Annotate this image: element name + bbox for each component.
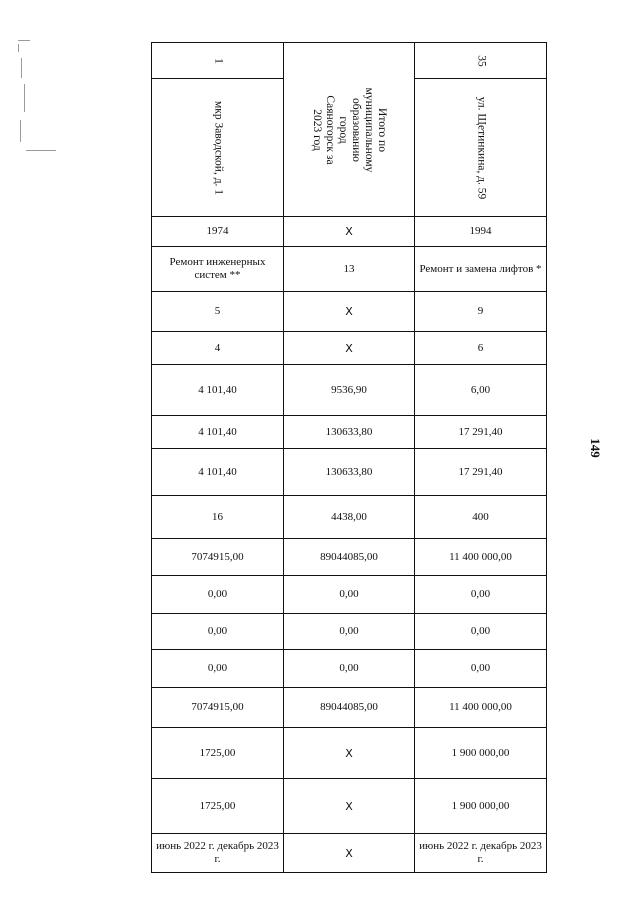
table-cell: 4 — [152, 332, 284, 365]
table-cell: 7074915,00 — [152, 539, 284, 576]
table-row — [152, 614, 547, 650]
table-row — [152, 688, 547, 728]
table-cell: 89044085,00 — [284, 688, 415, 728]
header-row-numbers — [152, 43, 547, 79]
table-cell: 13 — [284, 247, 415, 292]
page-number: 149 — [588, 438, 603, 458]
table-cell: X — [284, 217, 415, 247]
table-cell: X — [284, 292, 415, 332]
table-cell: 0,00 — [152, 650, 284, 688]
total-header: Итого по муниципальному образованию город Саяногорск за 2023 год — [311, 87, 388, 172]
table-cell: 0,00 — [415, 576, 547, 614]
table-cell: 9 — [415, 292, 547, 332]
table-cell: 89044085,00 — [284, 539, 415, 576]
table-row — [152, 496, 547, 539]
table-cell: X — [284, 779, 415, 834]
table-cell: 4438,00 — [284, 496, 415, 539]
table-cell: 17 291,40 — [415, 449, 547, 496]
table-cell: 0,00 — [284, 650, 415, 688]
table-cell: 6,00 — [415, 365, 547, 416]
margin-scan-mark — [18, 40, 58, 155]
table-cell: 0,00 — [284, 614, 415, 650]
table-row — [152, 539, 547, 576]
table-cell: 400 — [415, 496, 547, 539]
table-cell: 0,00 — [415, 650, 547, 688]
table-row — [152, 449, 547, 496]
table-row — [152, 217, 547, 247]
table-cell: 1 900 000,00 — [415, 779, 547, 834]
table-row — [152, 332, 547, 365]
table-cell: 0,00 — [415, 614, 547, 650]
total-header-cell — [284, 43, 415, 217]
column-number-cell — [152, 43, 284, 79]
table-cell: 1994 — [415, 217, 547, 247]
document-table — [151, 42, 547, 873]
table-cell: 130633,80 — [284, 416, 415, 449]
address-text: мкр Заводской, д. 1 — [212, 100, 224, 195]
table-cell: 130633,80 — [284, 449, 415, 496]
table-cell: 16 — [152, 496, 284, 539]
column-number-cell — [415, 43, 547, 79]
table-cell: 1974 — [152, 217, 284, 247]
table-cell: 4 101,40 — [152, 449, 284, 496]
table-cell: X — [284, 834, 415, 873]
table-row — [152, 779, 547, 834]
table-row — [152, 576, 547, 614]
table-cell: 7074915,00 — [152, 688, 284, 728]
table-cell: 17 291,40 — [415, 416, 547, 449]
table-cell: 1725,00 — [152, 728, 284, 779]
table-cell: Ремонт и замена лифтов * — [415, 247, 547, 292]
table-cell: июнь 2022 г. декабрь 2023 г. — [152, 834, 284, 873]
address-text: ул. Щетинкина, д. 59 — [475, 96, 487, 199]
table-cell: X — [284, 728, 415, 779]
table-cell: X — [284, 332, 415, 365]
table-row — [152, 416, 547, 449]
table-row — [152, 247, 547, 292]
table-row — [152, 292, 547, 332]
table-cell: 11 400 000,00 — [415, 688, 547, 728]
table-cell: 1725,00 — [152, 779, 284, 834]
table-cell: 6 — [415, 332, 547, 365]
table-row — [152, 365, 547, 416]
table-row — [152, 834, 547, 873]
table-row — [152, 728, 547, 779]
table-cell: 4 101,40 — [152, 365, 284, 416]
table-cell: Ремонт инженерных систем ** — [152, 247, 284, 292]
table-row — [152, 650, 547, 688]
table-cell: 0,00 — [152, 576, 284, 614]
address-cell — [415, 79, 547, 217]
address-cell — [152, 79, 284, 217]
table-cell: 11 400 000,00 — [415, 539, 547, 576]
column-number: 1 — [212, 57, 224, 64]
table-cell: 1 900 000,00 — [415, 728, 547, 779]
column-number: 35 — [475, 54, 487, 67]
table-cell: 9536,90 — [284, 365, 415, 416]
table-cell: 4 101,40 — [152, 416, 284, 449]
table-cell: июнь 2022 г. декабрь 2023 г. — [415, 834, 547, 873]
table-cell: 0,00 — [284, 576, 415, 614]
table-cell: 0,00 — [152, 614, 284, 650]
table-cell: 5 — [152, 292, 284, 332]
